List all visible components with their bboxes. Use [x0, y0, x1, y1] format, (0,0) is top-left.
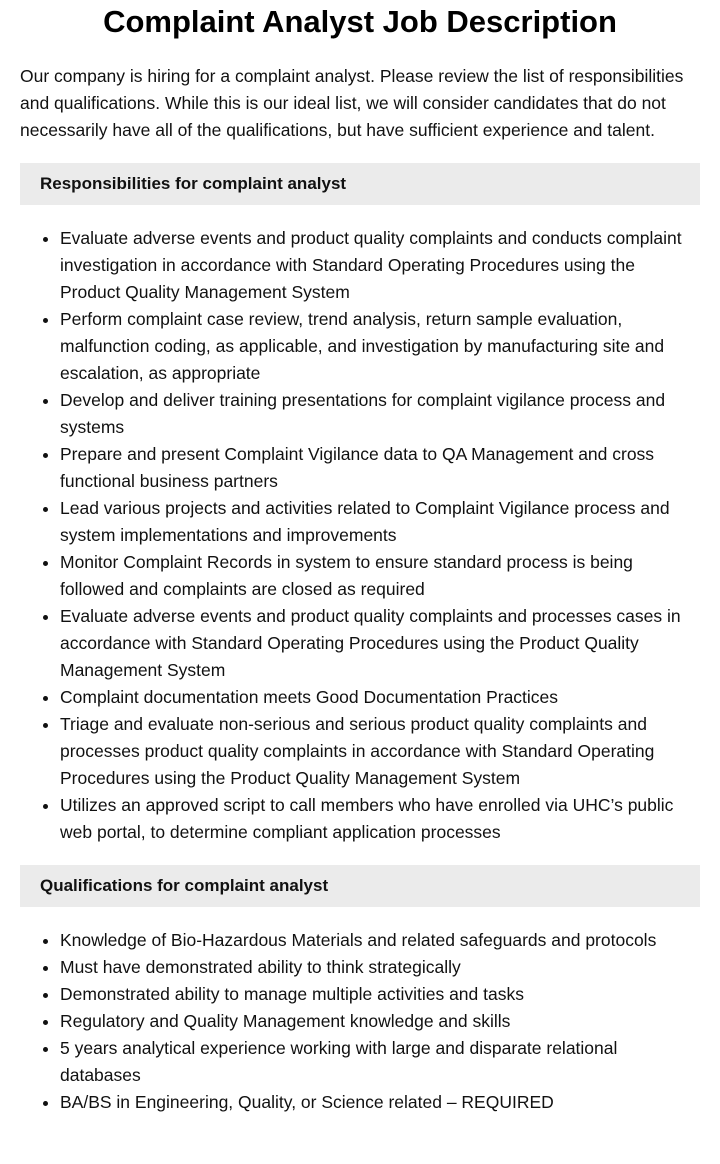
list-item: • Regulatory and Quality Management knowledge and skills — [60, 1008, 700, 1035]
list-item: • Evaluate adverse events and product quality complaints and conducts complaint investigation in accordance with Standard Operating Procedures using the Product Quality Management System — [60, 225, 700, 306]
list-item: • Develop and deliver training presentations for complaint vigilance process and systems — [60, 387, 700, 441]
list-item: • BA/BS in Engineering, Quality, or Science related – REQUIRED — [60, 1089, 700, 1116]
list-item: • Lead various projects and activities related to Complaint Vigilance process and system implementations and improvements — [60, 495, 700, 549]
list-item: • 5 years analytical experience working with large and disparate relational databases — [60, 1035, 700, 1089]
responsibilities-heading: Responsibilities for complaint analyst — [20, 163, 700, 205]
list-item: • Complaint documentation meets Good Documentation Practices — [60, 684, 700, 711]
list-item: • Evaluate adverse events and product quality complaints and processes cases in accordance with Standard Operating Procedures using the Product Quality Management System — [60, 603, 700, 684]
list-item: • Demonstrated ability to manage multiple activities and tasks — [60, 981, 700, 1008]
list-item: • Utilizes an approved script to call members who have enrolled via UHC’s public web portal, to determine compliant application processes — [60, 792, 700, 846]
list-item: • Perform complaint case review, trend analysis, return sample evaluation, malfunction coding, as applicable, and investigation by manufacturing site and escalation, as appropriate — [60, 306, 700, 387]
list-item: • Must have demonstrated ability to think strategically — [60, 954, 700, 981]
page-title: Complaint Analyst Job Description — [103, 4, 617, 39]
intro-paragraph: Our company is hiring for a complaint analyst. Please review the list of responsibilities and qualifications. While this is our ideal list, we will consider candidates that do not necessarily have all of the qualifications, but have sufficient experience and talent. — [20, 66, 684, 140]
list-item: • Knowledge of Bio-Hazardous Materials and related safeguards and protocols — [60, 927, 700, 954]
list-item: • Triage and evaluate non-serious and serious product quality complaints and processes product quality complaints in accordance with Standard Operating Procedures using the Product Quality Management System — [60, 711, 700, 792]
responsibilities-list — [20, 225, 700, 846]
list-item: • Monitor Complaint Records in system to ensure standard process is being followed and complaints are closed as required — [60, 549, 700, 603]
list-item: • Prepare and present Complaint Vigilance data to QA Management and cross functional business partners — [60, 441, 700, 495]
qualifications-heading: Qualifications for complaint analyst — [20, 865, 700, 907]
qualifications-list — [20, 927, 700, 1116]
